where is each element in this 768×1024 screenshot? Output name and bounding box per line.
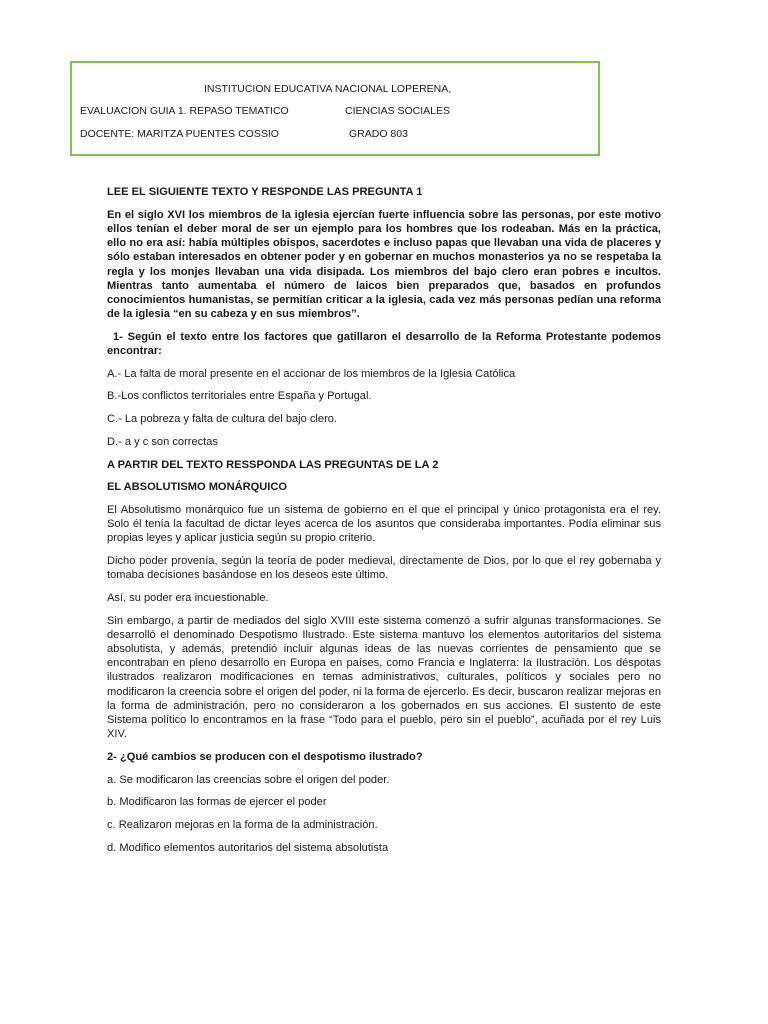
question-2-option-a: a. Se modificaron las creencias sobre el origen del poder. <box>107 773 390 786</box>
section2-paragraph-4: Sin embargo, a partir de mediados del siglo XVIII este sistema comenzó a sufrir algunas transformaciones. Se desarrolló el denominado Despotismo Ilustrado. Este sistema mantuvo los elementos autoritarios del sistema absolutista, y además, pretendió incluir algunas ideas de las nuevas corrientes de pensamiento que se encontraban en pleno desarrollo en Europa en países, como Francia e Inglaterra: la Ilustración. Los déspotas ilustrados realizaron modificaciones en temas administrativos, culturales, políticos y sociales pero no modificaron la creencia sobre el origen del poder, ni la forma de ejercerlo. Es decir, buscaron realizar mejoras en la forma de administración, pero no consideraron a los gobernados en sus acciones. El sustento de este Sistema político lo encontramos en la frase “Todo para el pueblo, pero sin el pueblo”, acuñada por el rey Luis XIV. <box>107 614 661 741</box>
section2-instruction: A PARTIR DEL TEXTO RESSPONDA LAS PREGUNTAS DE LA 2 <box>107 458 439 471</box>
section2-paragraph-2: Dicho poder provenía, según la teoría de poder medieval, directamente de Dios, por lo que el rey gobernaba y tomaba decisiones basándose en los deseos este último. <box>107 555 661 582</box>
subject-name: CIENCIAS SOCIALES <box>345 105 451 117</box>
section1-passage: En el siglo XVI los miembros de la iglesia ejercían fuerte influencia sobre las personas, por este motivo ellos tenían el deber moral de ser un ejemplo para los hombres que los rodeaban. Más en la práctica, ello no era así: había múltiples obispos, sacerdotes e incluso papas que llevaban una vida de placeres y sólo estaban interesados en obtener poder y en gobernar en muchos monasterios ya no se respetaba la regla y los monjes llevaban una vida disipada. Los miembros del bajo clero eran pobres e incultos. Mientras tanto aumentaba el número de laicos bien preparados que, basados en profundos conocimientos humanistas, se permitían criticar a la iglesia, cada vez más personas pedían una reforma de la iglesia “en su cabeza y en sus miembros”. <box>107 208 661 321</box>
document-body <box>107 185 661 864</box>
question-2: 2- ¿Qué cambios se producen con el despotismo ilustrado? <box>107 751 423 763</box>
question-2-option-d: d. Modifico elementos autoritarios del sistema absolutista <box>107 841 389 854</box>
grade-label: GRADO 803 <box>349 128 408 140</box>
section1-instruction: LEE EL SIGUIENTE TEXTO Y RESPONDE LAS PREGUNTA 1 <box>107 186 423 198</box>
section2-paragraph-1: El Absolutismo monárquico fue un sistema de gobierno en el que el principal y único protagonista era el rey. Solo él tenía la facultad de dictar leyes acerca de los asuntos que consideraba importantes. Podía eliminar sus propias leyes y aplicar justicia según su propio criterio. <box>107 503 661 545</box>
institution-name: INSTITUCION EDUCATIVA NACIONAL LOPERENA, <box>204 83 452 95</box>
evaluation-title: EVALUACION GUIA 1. REPASO TEMATICO <box>80 105 289 117</box>
question-1-option-d: D.- a y c son correctas <box>107 435 218 448</box>
teacher-name: DOCENTE: MARITZA PUENTES COSSIO <box>80 128 279 140</box>
question-1-option-b: B.-Los conflictos territoriales entre España y Portugal. <box>107 390 372 403</box>
section2-paragraph-3: Así, su poder era incuestionable. <box>107 591 269 604</box>
section2-title: EL ABSOLUTISMO MONÁRQUICO <box>107 481 287 494</box>
question-1: 1- Según el texto entre los factores que gatillaron el desarrollo de la Reforma Protestante podemos encontrar: <box>107 330 661 358</box>
question-2-option-b: b. Modificaron las formas de ejercer el poder <box>107 796 327 809</box>
question-1-option-c: C.- La pobreza y falta de cultura del bajo clero. <box>107 413 338 426</box>
header-box <box>70 61 600 156</box>
question-2-option-c: c. Realizaron mejoras en la forma de la administración. <box>107 819 378 832</box>
question-1-option-a: A.- La falta de moral presente en el accionar de los miembros de la Iglesia Católica <box>107 367 516 380</box>
